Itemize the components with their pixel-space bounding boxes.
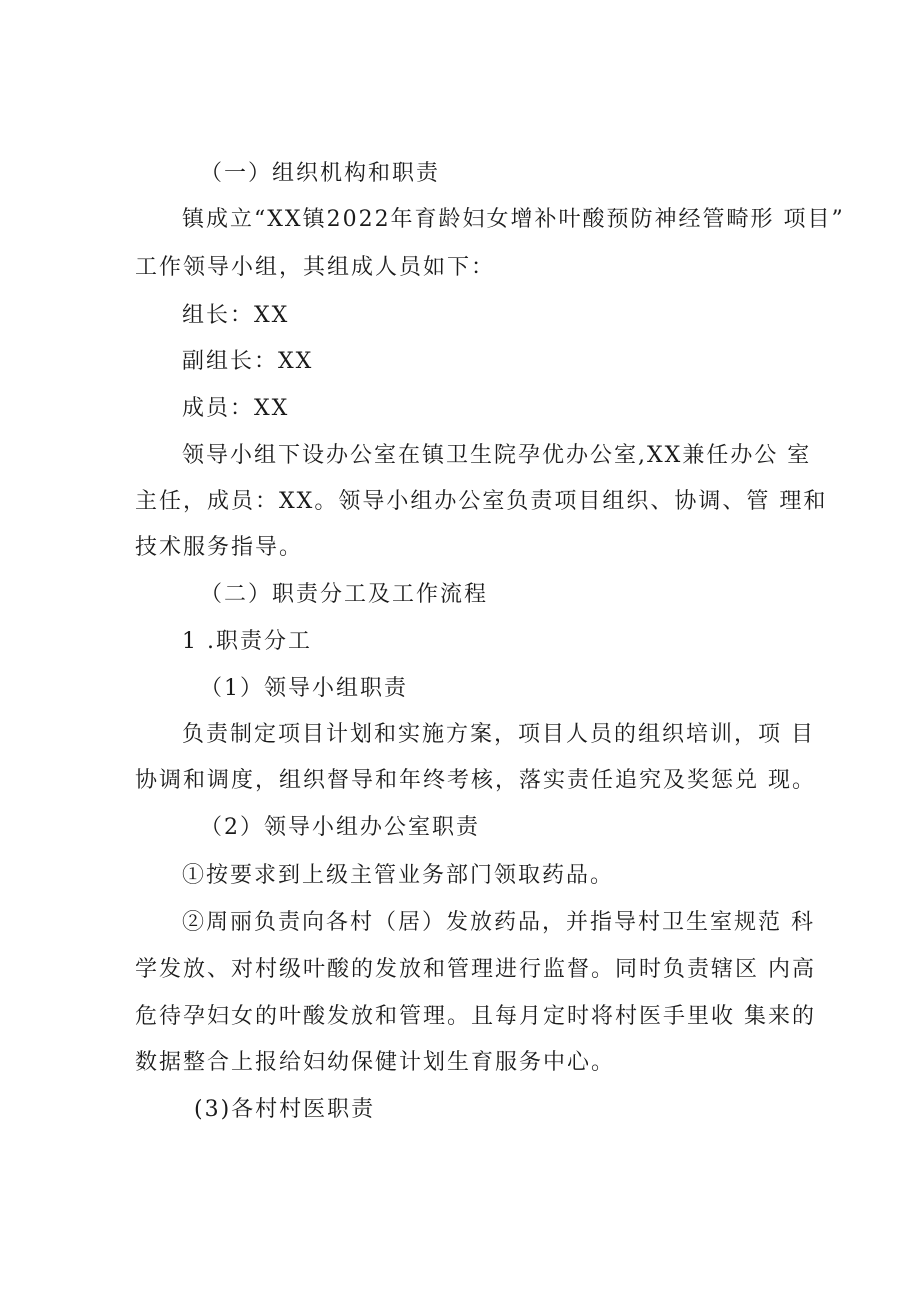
paragraph-line: 技术服务指导。 xyxy=(135,535,304,560)
list-item: 成员：XX xyxy=(182,396,290,421)
paragraph-line: ②周丽负责向各村（居）发放药品，并指导村卫生室规范 科 xyxy=(182,910,815,935)
subheading: （1）领导小组职责 xyxy=(200,676,408,701)
paragraph-line: 领导小组下设办公室在镇卫生院孕优办公室,XX兼任办公 室 xyxy=(182,443,812,468)
subheading: (3)各村村医职责 xyxy=(194,1097,376,1122)
paragraph-line: 危待孕妇女的叶酸发放和管理。且每月定时将村医手里收 集来的 xyxy=(135,1004,816,1029)
paragraph-line: 学发放、对村级叶酸的发放和管理进行监督。同时负责辖区 内高 xyxy=(135,957,816,982)
paragraph-line: 协调和调度，组织督导和年终考核，落实责任追究及奖惩兑 现。 xyxy=(135,768,816,793)
paragraph-line: 负责制定项目计划和实施方案，项目人员的组织培训，项 目 xyxy=(182,722,815,747)
list-item: ①按要求到上级主管业务部门领取药品。 xyxy=(182,863,615,888)
section-heading-1: （一）组织机构和职责 xyxy=(200,161,441,186)
paragraph-line: 镇成立“XX镇2022年育龄妇女增补叶酸预防神经管畸形 项目” xyxy=(182,207,845,232)
paragraph-line: 工作领导小组，其组成人员如下： xyxy=(135,255,496,280)
paragraph-line: 主任，成员：XX。领导小组办公室负责项目组织、协调、管 理和 xyxy=(135,489,828,514)
list-item: 组长：XX xyxy=(182,303,290,328)
list-item: 副组长：XX xyxy=(182,349,314,374)
subheading: （2）领导小组办公室职责 xyxy=(200,815,480,840)
paragraph-line: 数据整合上报给妇幼保健计划生育服务中心。 xyxy=(135,1050,616,1075)
section-heading-2: （二）职责分工及工作流程 xyxy=(200,582,489,607)
subheading: 1 .职责分工 xyxy=(182,629,312,654)
